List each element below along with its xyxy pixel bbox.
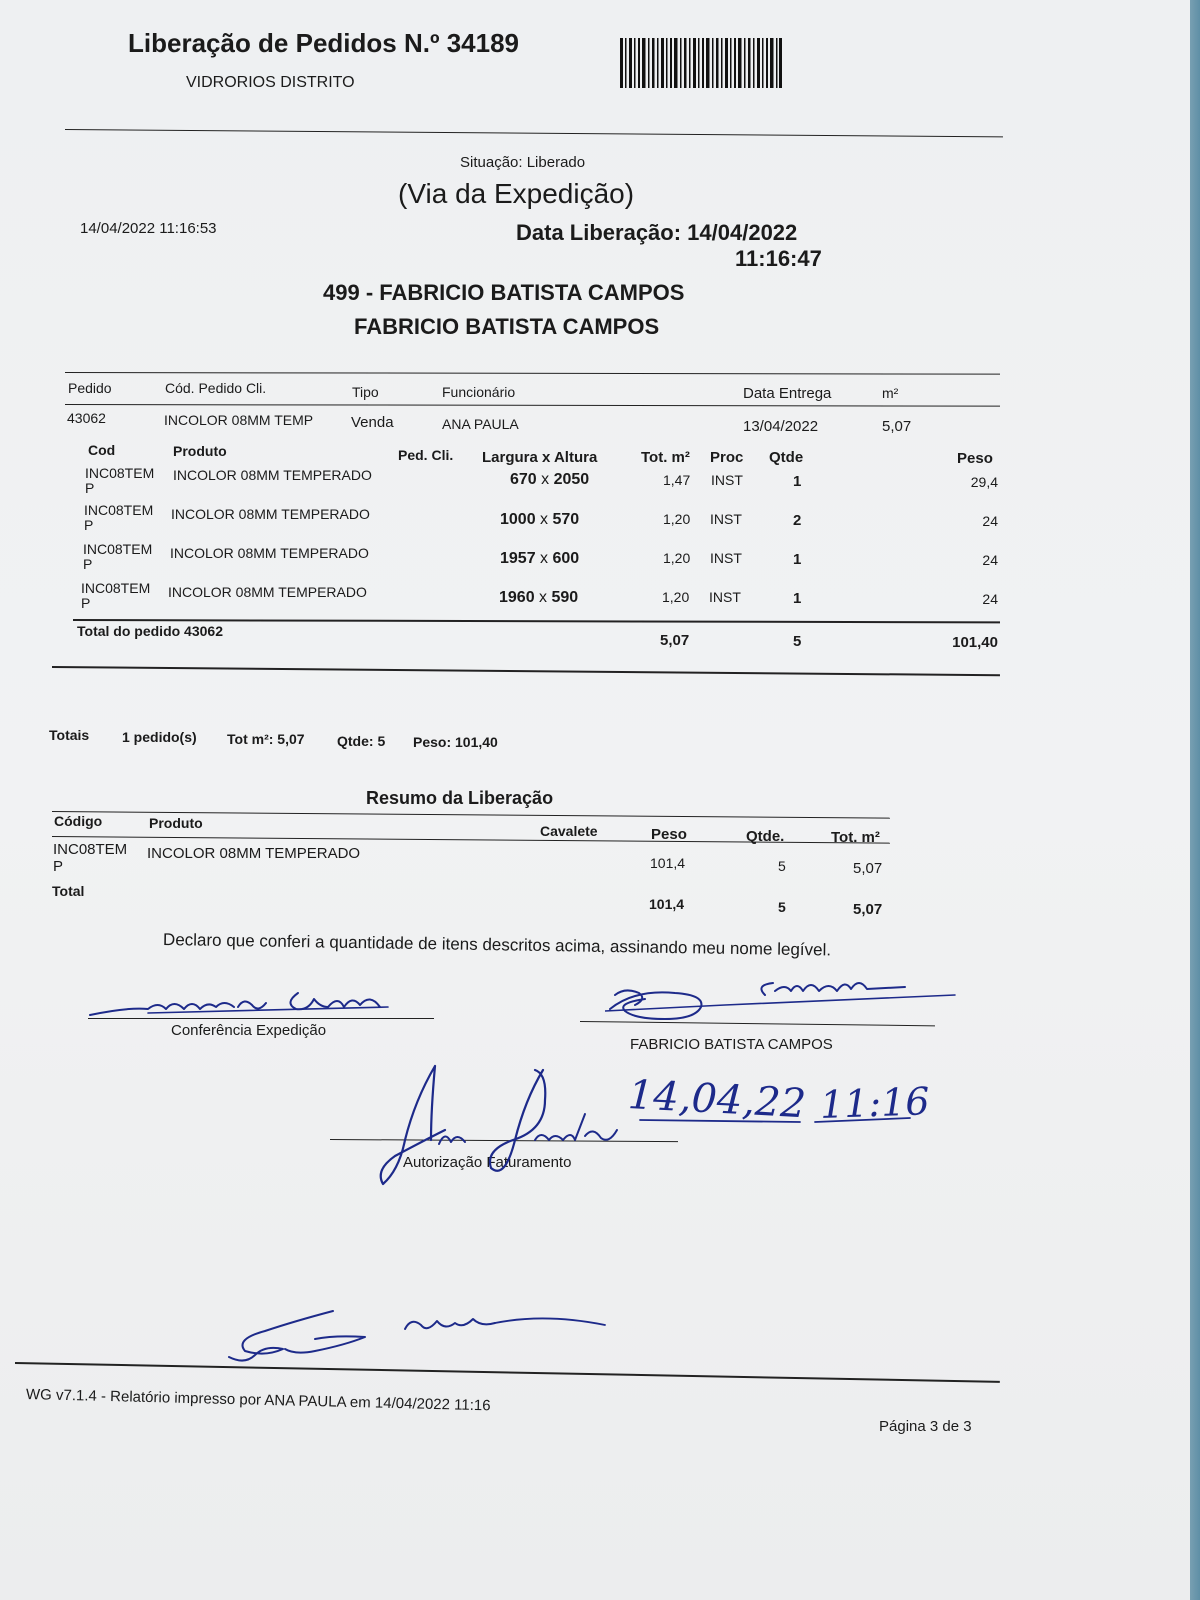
signature-autorizacao-drawing [375, 1060, 635, 1190]
col-data-entrega: Data Entrega [743, 385, 832, 402]
item-qtde: 2 [793, 512, 802, 529]
resumo-total-qtde: 5 [778, 899, 786, 915]
item-tot-m2: 1,20 [663, 550, 691, 566]
printed-timestamp: 14/04/2022 11:16:53 [80, 220, 217, 237]
footer-report-info: WG v7.1.4 - Relatório impresso por ANA PAULA em 14/04/2022 11:16 [25, 1386, 491, 1415]
totais-qtde: Qtde: 5 [337, 733, 386, 749]
item-tot-m2: 1,20 [663, 511, 691, 527]
resumo-qtde: 5 [778, 858, 786, 874]
order-total-m2: 5,07 [660, 632, 690, 649]
page-number: Página 3 de 3 [879, 1418, 972, 1435]
item-tot-m2: 1,47 [663, 472, 691, 488]
item-qtde: 1 [793, 590, 802, 607]
resumo-codigo: INC08TEM P [53, 841, 128, 875]
declaration-text: Declaro que conferi a quantidade de itens descritos acima, assinando meu nome legível. [162, 930, 832, 960]
client-code-name: 499 - FABRICIO BATISTA CAMPOS [323, 280, 685, 305]
order-pedido-value: 43062 [67, 410, 106, 426]
item-dimensions: 1957 x 600 [500, 550, 580, 567]
status-text: Situação: Liberado [460, 154, 586, 171]
resumo-total-m2: 5,07 [853, 901, 883, 918]
col-cod-pedido-cli: Cód. Pedido Cli. [165, 380, 267, 396]
col-pedido: Pedido [68, 380, 112, 396]
item-dimensions: 1000 x 570 [500, 511, 580, 528]
resumo-total-peso: 101,4 [649, 896, 685, 912]
item-peso: 24 [982, 552, 998, 568]
item-col-proc: Proc [710, 449, 744, 466]
signature-footer-drawing [225, 1305, 625, 1375]
resumo-col-codigo: Código [54, 813, 103, 829]
handwritten-date: 14,04,22 [626, 1072, 808, 1128]
header-divider [65, 129, 1003, 137]
item-proc: INST [711, 472, 743, 488]
item-proc: INST [710, 550, 742, 566]
item-cod: INC08TEM P [85, 465, 155, 496]
item-col-tot-m2: Tot. m² [641, 449, 690, 466]
item-peso: 24 [982, 513, 998, 529]
item-col-produto: Produto [173, 443, 227, 459]
resumo-total-label: Total [52, 883, 85, 899]
signature-conferencia-drawing [88, 985, 398, 1025]
item-produto: INCOLOR 08MM TEMPERADO [168, 584, 367, 600]
order-data-entrega-value: 13/04/2022 [743, 418, 819, 435]
resumo-col-cavalete: Cavalete [540, 823, 598, 839]
col-tipo: Tipo [352, 384, 379, 400]
item-peso: 29,4 [970, 474, 998, 490]
resumo-title: Resumo da Liberação [366, 788, 554, 808]
item-produto: INCOLOR 08MM TEMPERADO [171, 506, 370, 522]
signature-client-drawing [605, 975, 965, 1025]
item-cod: INC08TEM P [83, 541, 153, 572]
release-time: 11:16:47 [735, 246, 822, 271]
order-tipo-value: Venda [351, 414, 394, 431]
resumo-peso: 101,4 [650, 855, 686, 871]
item-qtde: 1 [793, 473, 802, 490]
order-total-peso: 101,40 [952, 634, 998, 651]
item-peso: 24 [982, 591, 998, 607]
order-table-header-line [65, 404, 1000, 407]
client-signature-label: FABRICIO BATISTA CAMPOS [630, 1036, 833, 1053]
conferencia-label: Conferência Expedição [171, 1022, 327, 1039]
item-col-qtde: Qtde [769, 449, 804, 466]
order-funcionario-value: ANA PAULA [442, 416, 519, 432]
resumo-col-tot-m2: Tot. m² [831, 829, 880, 846]
item-produto: INCOLOR 08MM TEMPERADO [173, 467, 372, 483]
item-col-cod: Cod [88, 442, 116, 458]
totais-pedidos: 1 pedido(s) [122, 729, 197, 745]
item-dimensions: 670 x 2050 [510, 471, 590, 488]
totais-peso: Peso: 101,40 [413, 734, 498, 750]
resumo-col-produto: Produto [149, 815, 203, 831]
company-name: VIDRORIOS DISTRITO [186, 74, 355, 91]
order-section-divider [52, 666, 1000, 676]
resumo-col-qtde: Qtde. [746, 828, 785, 845]
col-funcionario: Funcionário [442, 384, 516, 400]
release-date: Data Liberação: 14/04/2022 [516, 220, 798, 245]
order-m2-value: 5,07 [882, 418, 912, 435]
order-total-label: Total do pedido 43062 [77, 623, 223, 639]
item-col-ped-cli: Ped. Cli. [398, 447, 454, 463]
col-m2: m² [882, 385, 899, 401]
item-col-peso: Peso [957, 450, 993, 467]
resumo-col-peso: Peso [651, 826, 687, 843]
handwritten-time: 11:16 [819, 1079, 931, 1127]
barcode-icon [620, 38, 782, 88]
handwritten-underline [630, 1112, 930, 1132]
item-dimensions: 1960 x 590 [499, 589, 579, 606]
item-produto: INCOLOR 08MM TEMPERADO [170, 545, 369, 561]
document-title: Liberação de Pedidos N.º 34189 [128, 28, 519, 58]
item-cod: INC08TEM P [81, 580, 151, 611]
item-col-largura-altura: Largura x Altura [482, 449, 598, 466]
resumo-tot-m2: 5,07 [853, 860, 883, 877]
totais-tot-m2: Tot m²: 5,07 [227, 731, 305, 747]
item-proc: INST [709, 589, 741, 605]
item-tot-m2: 1,20 [662, 589, 690, 605]
client-name: FABRICIO BATISTA CAMPOS [354, 314, 660, 339]
resumo-produto: INCOLOR 08MM TEMPERADO [147, 845, 361, 862]
item-qtde: 1 [793, 551, 802, 568]
copy-label: (Via da Expedição) [398, 178, 635, 209]
item-proc: INST [710, 511, 742, 527]
order-cod-cli-value: INCOLOR 08MM TEMP [164, 412, 314, 428]
order-table-top-line [65, 372, 1000, 375]
order-total-qtde: 5 [793, 633, 802, 650]
item-cod: INC08TEM P [84, 502, 154, 533]
totais-label: Totais [49, 727, 90, 743]
autorizacao-label: Autorização Faturamento [403, 1154, 572, 1171]
